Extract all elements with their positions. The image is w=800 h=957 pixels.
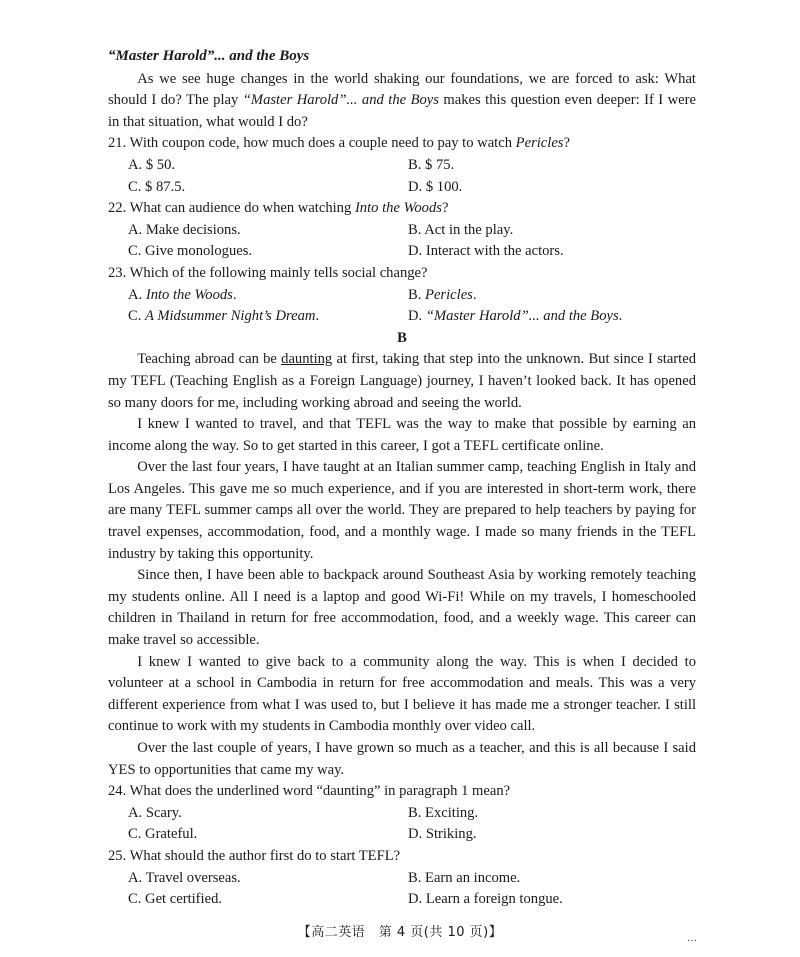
q24-options	[108, 803, 696, 846]
q23-option-b: B. Pericles.	[408, 286, 477, 303]
q21-option-b: B. $ 75.	[408, 156, 455, 173]
passage-b-paragraph-6: Over the last couple of years, I have grown so much as a teacher, and this is all because I said YES to opportunities that came my way.	[108, 740, 696, 778]
q22-title: Into the Woods	[354, 200, 442, 217]
passage-b-paragraph-4: Since then, I have been able to backpack around Southeast Asia by working remotely teaching my students online. All I need is a laptop and good Wi-Fi! While on my travels, I homeschooled children in Thailand in return for free accommodation, food, and a weekly wage. This career can make travel so accessible.	[108, 567, 696, 649]
page-footer: 【高二英语 第 4 页(共 10 页)】	[297, 925, 503, 940]
intro-paragraph	[108, 69, 696, 134]
q21-option-c: C. $ 87.5.	[128, 178, 186, 195]
q21-options	[108, 155, 696, 198]
exam-page	[108, 46, 696, 911]
question-25: 25. What should the author first do to start TEFL?	[108, 847, 401, 864]
q24-option-a: A. Scary.	[128, 804, 182, 821]
intro-text-a: As we see huge changes in the world shaking our foundations, we are forced to ask: What should I do? The play	[108, 70, 696, 109]
q25-option-c: C. Get certified.	[128, 891, 223, 908]
q21-option-a: A. $ 50.	[128, 156, 176, 173]
q24-option-c: C. Grateful.	[128, 826, 198, 843]
q23-option-d: D. “Master Harold”... and the Boys.	[408, 308, 623, 325]
q21-stem: 21. With coupon code, how much does a couple need to pay to watch	[108, 135, 516, 152]
question-22	[108, 198, 696, 220]
question-23: 23. Which of the following mainly tells social change?	[108, 264, 428, 281]
q21-title: Pericles	[515, 135, 564, 152]
q25-options	[108, 868, 696, 911]
intro-text-b: makes this question even deeper: If I were in that situation, what would I do?	[108, 92, 696, 130]
q22-stem-end: ?	[441, 200, 449, 217]
q22-option-d: D. Interact with the actors.	[408, 243, 564, 260]
q23-option-a: A. Into the Woods.	[128, 286, 237, 303]
passage-b-paragraph-3: Over the last four years, I have taught at an Italian summer camp, teaching English in Italy and Los Angeles. This gave me so much experience, and if you are interested in short-term work, there are many TEFL summer camps all over the world. They are prepared to help teachers by paying for travel expenses, accommodation, food, and a monthly wage. I made so many friends in the TEFL industry by taking this opportunity.	[108, 459, 696, 562]
q25-option-a: A. Travel overseas.	[128, 869, 241, 886]
intro-play-title: “Master Harold”... and the Boys	[242, 92, 439, 109]
q22-option-b: B. Act in the play.	[408, 221, 514, 238]
underlined-word-daunting: daunting	[281, 351, 333, 368]
passage-b-paragraph-2: I knew I wanted to travel, and that TEFL was the way to make that possible by earning an income along the way. So to get started in this career, I got a TEFL certificate online.	[108, 416, 696, 454]
q24-option-d: D. Striking.	[408, 826, 477, 843]
q21-option-d: D. $ 100.	[408, 178, 463, 195]
q22-options	[108, 220, 696, 263]
q24-option-b: B. Exciting.	[408, 804, 479, 821]
section-b-heading: B	[397, 329, 407, 346]
passage-b-paragraph-1: Teaching abroad can be daunting at first, taking that step into the unknown. But since I started my TEFL (Teaching English as a Foreign Language) journey, I haven’t looked back. It has opened so many doors for me, including working abroad and seeing the world.	[108, 351, 696, 411]
question-21	[108, 133, 696, 155]
q23-options	[108, 285, 696, 328]
q22-stem: 22. What can audience do when watching	[108, 200, 355, 217]
q25-option-d: D. Learn a foreign tongue.	[408, 891, 563, 908]
q22-option-a: A. Make decisions.	[128, 221, 241, 238]
q25-option-b: B. Earn an income.	[408, 869, 521, 886]
q23-option-c: C. A Midsummer Night’s Dream.	[128, 308, 320, 325]
q22-option-c: C. Give monologues.	[128, 243, 253, 260]
passage-title: “Master Harold”... and the Boys	[108, 48, 310, 64]
corner-mark: …	[687, 933, 697, 944]
question-24: 24. What does the underlined word “daunting” in paragraph 1 mean?	[108, 783, 511, 800]
q21-stem-end: ?	[563, 135, 570, 152]
passage-b-paragraph-5: I knew I wanted to give back to a community along the way. This is when I decided to volunteer at a school in Cambodia in return for free accommodation and meals. This was a very different experience from what I was used to, but I believe it has made me a stronger teacher. I still continue to work with my students in Cambodia monthly over video call.	[108, 653, 696, 735]
